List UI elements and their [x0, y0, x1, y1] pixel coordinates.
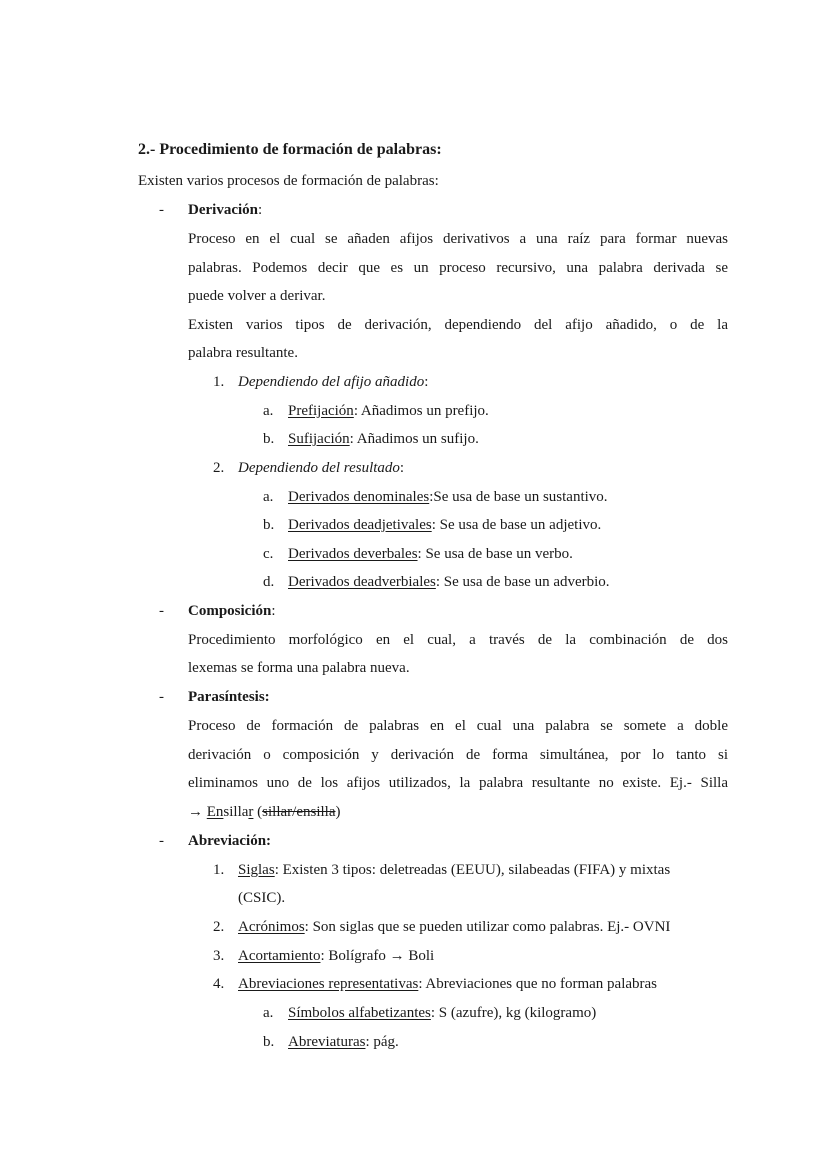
- list-number: 2.: [213, 919, 225, 935]
- paren-close: ): [335, 804, 341, 820]
- list-colon: :: [399, 460, 405, 476]
- list-number: 1.: [213, 374, 225, 390]
- parasintesis-title: Parasíntesis:: [188, 689, 270, 705]
- prefix-en: En: [206, 804, 224, 820]
- list-number: 3.: [213, 948, 225, 964]
- list-item: [213, 860, 670, 880]
- sub-list-letter: b.: [263, 517, 275, 533]
- root-silla: silla: [223, 804, 249, 820]
- composicion-line2: lexemas se forma una palabra nueva.: [188, 660, 410, 676]
- term-simbolos-alfabetizantes: Símbolos alfabetizantes: [288, 1005, 431, 1021]
- term-description: :Se usa de base un sustantivo.: [429, 489, 608, 505]
- sub-list-item: [263, 515, 601, 535]
- derivacion-title: Derivación: [188, 202, 258, 218]
- intro-text: Existen varios procesos de formación de palabras:: [138, 173, 439, 189]
- sub-list-letter: c.: [263, 546, 274, 562]
- abreviacion-title: Abreviación:: [188, 833, 272, 849]
- composicion-heading: [188, 601, 276, 621]
- paren-open: (: [253, 804, 263, 820]
- term-siglas: Siglas: [238, 862, 275, 878]
- sub-list-item: [263, 429, 479, 449]
- term-description: : Bolígrafo → Boli: [320, 948, 435, 964]
- composicion-colon: :: [271, 603, 276, 619]
- list-label: Dependiendo del afijo añadido: [238, 374, 425, 390]
- derivacion-p2-line2: palabra resultante.: [188, 345, 298, 361]
- list-item: [213, 974, 657, 994]
- bullet-dash: -: [159, 689, 164, 705]
- term-deadjetivales: Derivados deadjetivales: [288, 517, 432, 533]
- term-deadverbiales: Derivados deadverbiales: [288, 574, 436, 590]
- sub-list-letter: b.: [263, 1034, 275, 1050]
- derivacion-p1-line1: Proceso en el cual se añaden afijos derivativos a una raíz para formar nuevas: [188, 231, 728, 247]
- parasintesis-line3: eliminamos uno de los afijos utilizados, la palabra resultante no existe. Ej.- Silla: [188, 775, 728, 791]
- term-description: : S (azufre), kg (kilogramo): [430, 1005, 597, 1021]
- sub-list-item: [263, 1032, 399, 1052]
- page-title: 2.- Procedimiento de formación de palabras:: [138, 141, 442, 158]
- list-colon: :: [424, 374, 429, 390]
- parasintesis-line1: Proceso de formación de palabras en el cual una palabra se somete a doble: [188, 718, 728, 734]
- term-description: : Son siglas que se pueden utilizar como palabras. Ej.- OVNI: [304, 919, 671, 935]
- composicion-line1: Procedimiento morfológico en el cual, a través de la combinación de dos: [188, 632, 728, 648]
- sub-list-letter: d.: [263, 574, 275, 590]
- derivacion-heading: [188, 200, 262, 220]
- term-deverbales: Derivados deverbales: [288, 546, 418, 562]
- bullet-dash: -: [159, 202, 164, 218]
- list-item: [213, 458, 404, 478]
- term-acortamiento: Acortamiento: [238, 948, 321, 964]
- sub-list-item: [263, 544, 573, 564]
- term-description: : Se usa de base un adjetivo.: [431, 517, 602, 533]
- term-description: : Abreviaciones que no forman palabras: [418, 976, 658, 992]
- sub-list-item: [263, 572, 610, 592]
- sub-list-letter: a.: [263, 1005, 274, 1021]
- term-description: : Añadimos un prefijo.: [353, 403, 489, 419]
- sub-list-item: [263, 401, 489, 421]
- term-description: : Se usa de base un adverbio.: [435, 574, 610, 590]
- term-abreviaturas: Abreviaturas: [288, 1034, 366, 1050]
- list-number: 2.: [213, 460, 225, 476]
- term-abreviaciones-representativas: Abreviaciones representativas: [238, 976, 419, 992]
- composicion-title: Composición: [188, 603, 272, 619]
- term-sufijacion: Sufijación: [288, 431, 350, 447]
- derivacion-colon: :: [257, 202, 263, 218]
- term-description: : Existen 3 tipos: deletreadas (EEUU), silabeadas (FIFA) y mixtas: [274, 862, 671, 878]
- derivacion-p1-line2: palabras. Podemos decir que es un proceso recursivo, una palabra derivada se: [188, 260, 728, 276]
- bullet-dash: -: [159, 833, 164, 849]
- bullet-dash: -: [159, 603, 164, 619]
- parasintesis-line2: derivación o composición y derivación de forma simultánea, por lo tanto si: [188, 747, 728, 763]
- arrow-symbol: →: [188, 804, 207, 820]
- term-description: : pág.: [365, 1034, 399, 1050]
- term-acronimos: Acrónimos: [238, 919, 305, 935]
- sub-list-letter: a.: [263, 403, 274, 419]
- list-item: [213, 946, 434, 966]
- term-description: : Se usa de base un verbo.: [417, 546, 573, 562]
- list-item: [213, 372, 428, 392]
- sub-list-letter: a.: [263, 489, 274, 505]
- suffix-ar: r: [248, 804, 254, 820]
- struck-words: sillar/ensilla: [262, 804, 336, 820]
- sub-list-item: [263, 1003, 596, 1023]
- list-number: 4.: [213, 976, 225, 992]
- term-description: : Añadimos un sufijo.: [349, 431, 479, 447]
- list-item: [213, 917, 670, 937]
- sub-list-item: [263, 487, 608, 507]
- derivacion-p1-line3: puede volver a derivar.: [188, 288, 326, 304]
- list-item-continuation: (CSIC).: [238, 890, 286, 906]
- sub-list-letter: b.: [263, 431, 275, 447]
- list-label: Dependiendo del resultado: [238, 460, 400, 476]
- term-denominales: Derivados denominales: [288, 489, 430, 505]
- list-number: 1.: [213, 862, 225, 878]
- parasintesis-line4: [188, 802, 341, 822]
- derivacion-p2-line1: Existen varios tipos de derivación, dependiendo del afijo añadido, o de la: [188, 317, 728, 333]
- term-prefijacion: Prefijación: [288, 403, 354, 419]
